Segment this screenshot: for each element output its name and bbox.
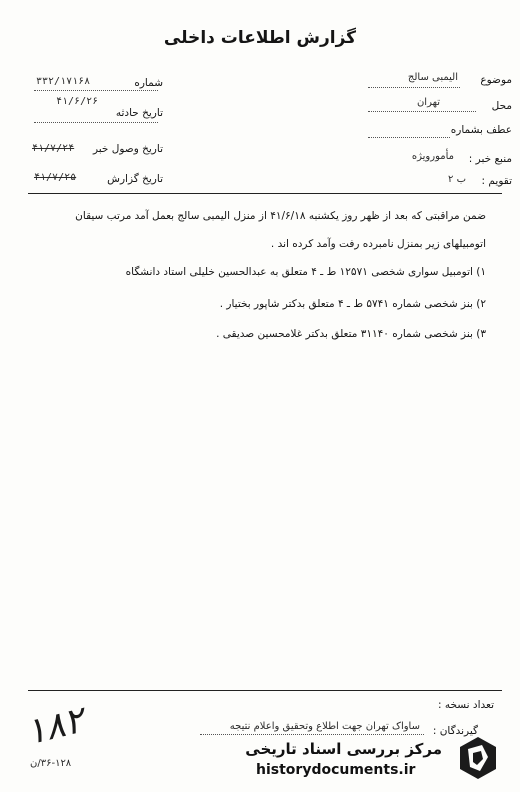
rating-value: ب ۲: [448, 174, 466, 185]
intro-line-2: اتومبیلهای زیر بمنزل نامبرده رفت وآمد کرده اند .: [270, 238, 486, 250]
receipt-date-value: ۴۱/۷/۲۴: [32, 143, 75, 154]
intro-line-1: ضمن مراقبتی که بعد از ظهر روز یکشنبه ۴۱/۶/۱۸ از منزل الیمبی سالج بعمل آمد مرتب سیقان: [75, 210, 486, 222]
header-separator: [28, 193, 502, 194]
watermark-name: مرکز بررسی اسناد تاریخی: [245, 740, 442, 758]
place-value: تهران: [416, 97, 440, 108]
reference-label: عطف بشماره: [450, 124, 512, 136]
report-date-label: تاریخ گزارش: [107, 173, 163, 185]
incident-date-label: تاریخ حادثه: [115, 107, 163, 119]
handwritten-number: ۱۸۲: [21, 699, 89, 754]
archive-logo-icon: [456, 735, 500, 781]
recipients-value: ساواک تهران جهت اطلاع وتحقیق واعلام نتیجه: [229, 721, 420, 732]
watermark-url: historydocuments.ir: [256, 762, 416, 778]
incident-date-value: ۴۱/۶/۲۶: [56, 96, 99, 107]
receipt-date-label: تاریخ وصول خبر: [92, 143, 163, 155]
source-label: منبع خبر :: [468, 153, 512, 165]
source-value: مأمورویژه: [411, 151, 454, 162]
list-item: ۳) بنز شخصی شماره ۳۱۱۴۰ متعلق بدکتر غلامحسین صدیقی .: [216, 328, 486, 340]
list-item: ۱) اتومبیل سواری شخصی ۱۲۵۷۱ ط ـ ۴ متعلق به عبدالحسین خلیلی استاد دانشگاه: [125, 266, 486, 278]
list-item: ۲) بنز شخصی شماره ۵۷۴۱ ط ـ ۴ متعلق بدکتر شاپور بختیار .: [219, 298, 486, 310]
report-title: گزارش اطلاعات داخلی: [163, 28, 357, 48]
rating-label: تقویم :: [481, 175, 512, 187]
place-label: محل: [491, 100, 512, 112]
recipients-label: گیرندگان :: [432, 725, 478, 737]
subject-label: موضوع: [480, 74, 512, 86]
subject-value: الیمبی سالج: [407, 72, 458, 83]
number-value: ۳۳۲/۱۷۱۶۸: [36, 76, 91, 87]
copies-label: تعداد نسخه :: [437, 699, 494, 711]
footer-separator: [28, 690, 502, 691]
document-code: ۳۶-۱۲۸/ن: [30, 758, 72, 769]
report-date-value: ۴۱/۷/۲۵: [34, 172, 77, 183]
number-label: شماره: [134, 77, 163, 89]
